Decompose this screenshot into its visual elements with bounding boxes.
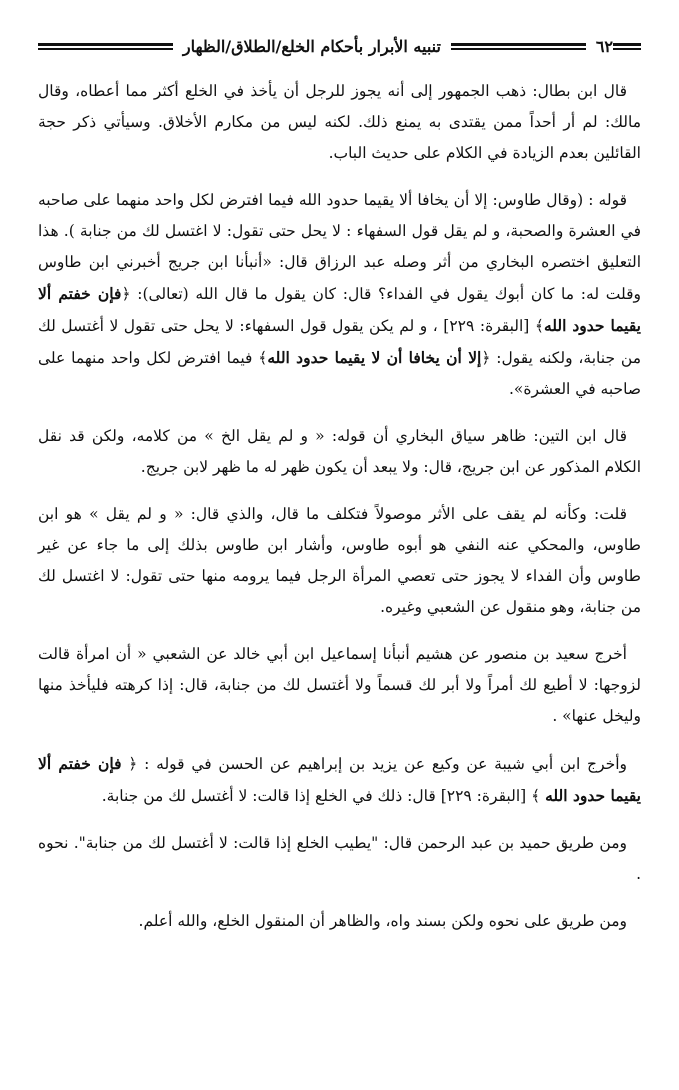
paragraph-text: ﴾ فيما افترض لكل واحد منهما على صاحبه في العشرة». xyxy=(38,349,641,398)
paragraph-text: قلت: وكأنه لم يقف على الأثر موصولاً فتكلف ما قال، والذي قال: « و لم يقل » هو ابن طاوس، والمحكي عنه النفي هو أبوه طاوس، وأشار ابن طاوس بذلك إلى ما جاء عن غير طاوس وأن الفداء لا يجوز حتى تعصي المرأة الرجل فيما يرومه منها حتى تقول: لا اغتسل لك من جنابة، وهو منقول عن الشعبي وغيره. xyxy=(38,505,641,616)
paragraph-humayd xyxy=(38,828,641,890)
running-header xyxy=(38,30,641,64)
quran-verse: فإن خفتم ألا يقيما حدود الله xyxy=(38,284,641,335)
body-text xyxy=(38,76,641,937)
paragraph-ali xyxy=(38,906,641,937)
paragraph-ibn-at-tin xyxy=(38,421,641,483)
paragraph-text: أخرج سعيد بن منصور عن هشيم أنبأنا إسماعيل ابن أبي خالد عن الشعبي « أن امرأة قالت لزوجها: لا أطيع لك أمراً ولا أبر لك قسماً ولا أغتسل لك من جنابة، قال: إذا كرهته فليأخذ منها وليخل عنها» . xyxy=(38,645,642,725)
paragraph-text: ومن طريق على نحوه ولكن بسند واه، والظاهر أن المنقول الخلع، والله أعلم. xyxy=(138,912,627,930)
paragraph-text: ﴾ [البقرة: ٢٢٩] ، و لم يكن يقول قول السفهاء: لا يحل حتى تقول لا أغتسل لك من جنابة، ولكنه يقول: ﴿ xyxy=(38,317,641,367)
paragraph-tawus-commentary xyxy=(38,185,641,405)
header-rule-right xyxy=(451,43,586,51)
quran-verse: إلا أن يخافا أن لا يقيما حدود الله xyxy=(267,348,482,367)
paragraph-ibn-battal xyxy=(38,76,641,169)
page-number: ٦٢ xyxy=(595,37,613,56)
paragraph-text: ومن طريق حميد بن عبد الرحمن قال: "يطيب الخلع إذا قالت: لا أغتسل لك من جنابة". نحوه . xyxy=(38,834,641,883)
paragraph-said-ibn-mansur xyxy=(38,639,641,732)
paragraph-text: وأخرج ابن أبي شيبة عن وكيع عن يزيد بن إبراهيم عن الحسن في قوله : ﴿ xyxy=(121,755,627,773)
header-rule-left xyxy=(38,43,173,51)
quran-verse: فإن خفتم ألا يقيما حدود الله xyxy=(38,754,641,805)
paragraph-text: ﴾ [البقرة: ٢٢٩] قال: ذلك في الخلع إذا قالت: لا أغتسل لك من جنابة. xyxy=(101,787,546,805)
header-title: تنبيه الأبرار بأحكام الخلع/الطلاق/الظهار xyxy=(182,37,441,56)
header-short-rule xyxy=(613,43,641,51)
paragraph-text: قوله : (وقال طاوس: إلا أن يخافا ألا يقيما حدود الله فيما افترض لكل واحد منهما على صاحبه في العشرة والصحبة، و لم يقل قول السفهاء : لا يحل حتى تقول: لا اغتسل لك من جنابة ). هذا التعليق اختصره البخاري من أثر وصله عبد الرزاق قال: «أنبأنا ابن جريج أخبرني ابن طاوس وقلت له: ما كان أبوك يقول في الفداء؟ قال: كان يقول ما قال الله (تعالى): ﴿ xyxy=(38,191,641,303)
paragraph-ibn-abi-shaybah xyxy=(38,748,641,812)
paragraph-author-note xyxy=(38,499,641,623)
paragraph-text: قال ابن بطال: ذهب الجمهور إلى أنه يجوز للرجل أن يأخذ في الخلع أكثر مما أعطاه، وقال مالك: لم أر أحداً ممن يقتدى به يمنع ذلك. لكنه ليس من مكارم الأخلاق. وسيأتي ذكر حجة القائلين بعدم الزيادة في الكلام على حديث الباب. xyxy=(38,82,641,162)
paragraph-text: قال ابن التين: ظاهر سياق البخاري أن قوله: « و لم يقل الخ » من كلامه، ولكن قد نقل الكلام المذكور عن ابن جريج، قال: ولا يبعد أن يكون ظهر له ما ظهر لابن جريج. xyxy=(38,427,641,476)
